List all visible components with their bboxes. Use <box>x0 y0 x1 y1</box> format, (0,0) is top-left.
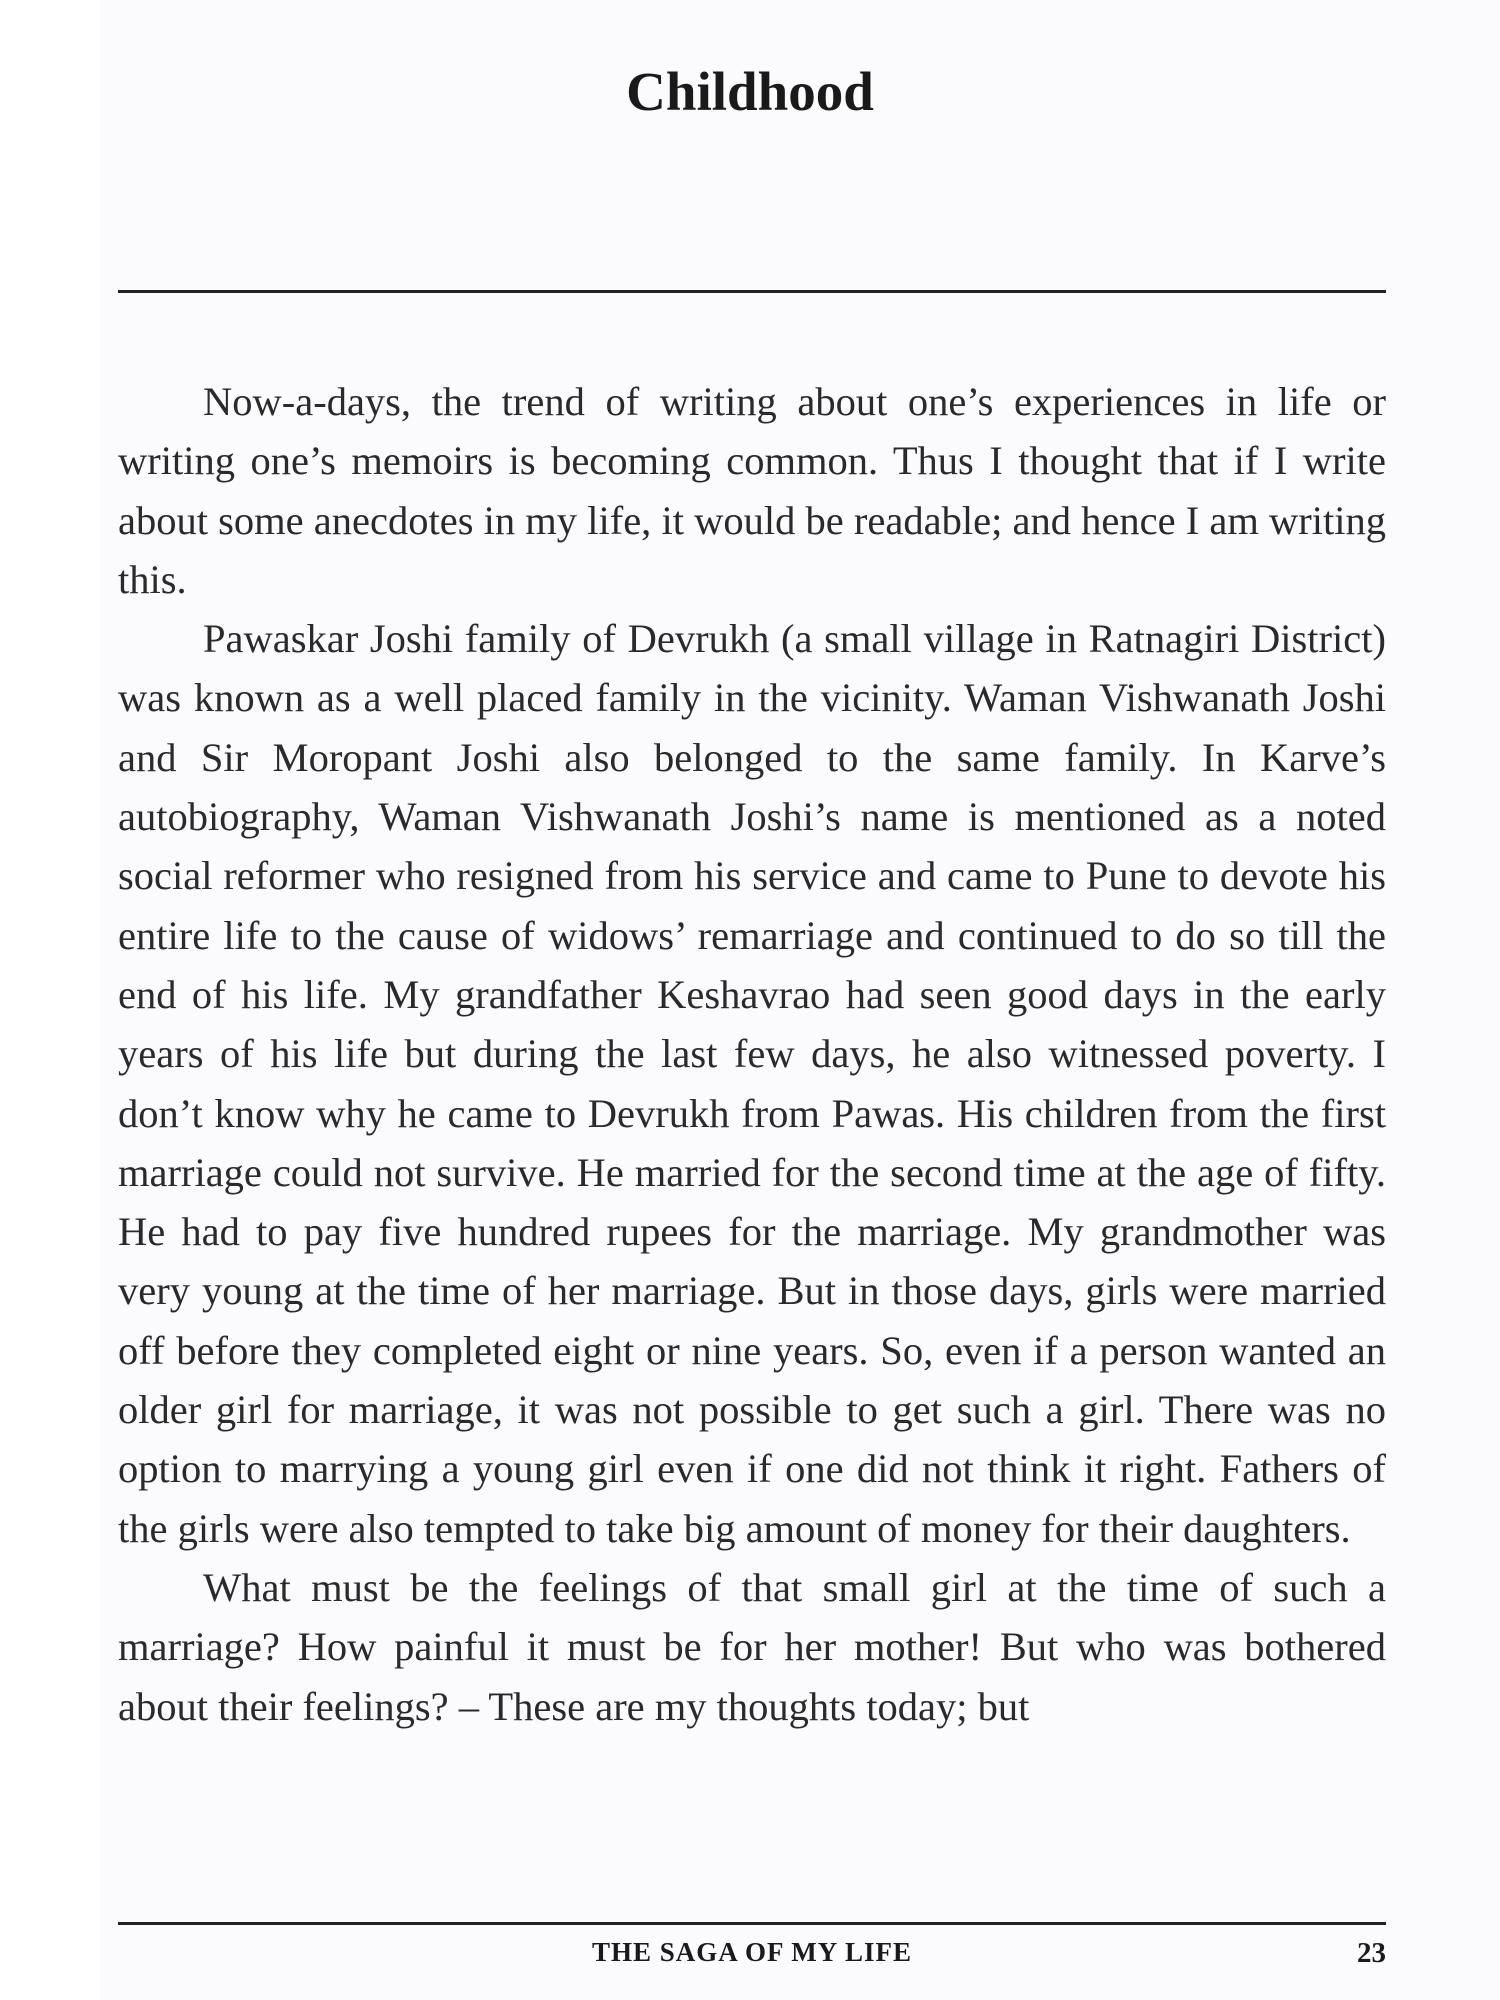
paragraph-3: What must be the feelings of that small girl at the time of such a marriage? How painful it must be for her mother! But who was bothered about their feelings? – These are my thoughts today; but <box>118 1564 1386 1729</box>
page-number: 23 <box>1357 1937 1386 1969</box>
chapter-title: Childhood <box>626 61 874 122</box>
paragraph-1: Now-a-days, the trend of writing about one’s experiences in life or writing one’s memoirs is becoming common. Thus I thought that if I write about some anecdotes in my life, it would be readable; and hence I am writing this. <box>118 379 1386 602</box>
footer-book-title: THE SAGA OF MY LIFE <box>591 1937 913 1967</box>
running-footer <box>118 1937 1386 1973</box>
paragraph-2: Pawaskar Joshi family of Devrukh (a small village in Ratnagiri District) was known as a well placed family in the vicinity. Waman Vishwanath Joshi and Sir Moropant Joshi also belonged to the same family. In Karve’s autobiography, Waman Vishwanath Joshi’s name is mentioned as a noted social reformer who resigned from his service and came to Pune to devote his entire life to the cause of widows’ remarriage and continued to do so till the end of his life. My grandfather Keshavrao had seen good days in the early years of his life but during the last few days, he also witnessed poverty. I don’t know why he came to Devrukh from Pawas. His children from the first marriage could not survive. He married for the second time at the age of fifty. He had to pay five hundred rupees for the marriage. My grandmother was very young at the time of her marriage. But in those days, girls were married off before they completed eight or nine years. So, even if a person wanted an older girl for marriage, it was not possible to get such a girl. There was no option to marrying a young girl even if one did not think it right. Fathers of the girls were also tempted to take big amount of money for their daughters. <box>118 616 1386 1551</box>
footer-divider <box>118 1922 1386 1925</box>
body-text <box>118 372 1386 1736</box>
title-divider <box>118 290 1386 293</box>
